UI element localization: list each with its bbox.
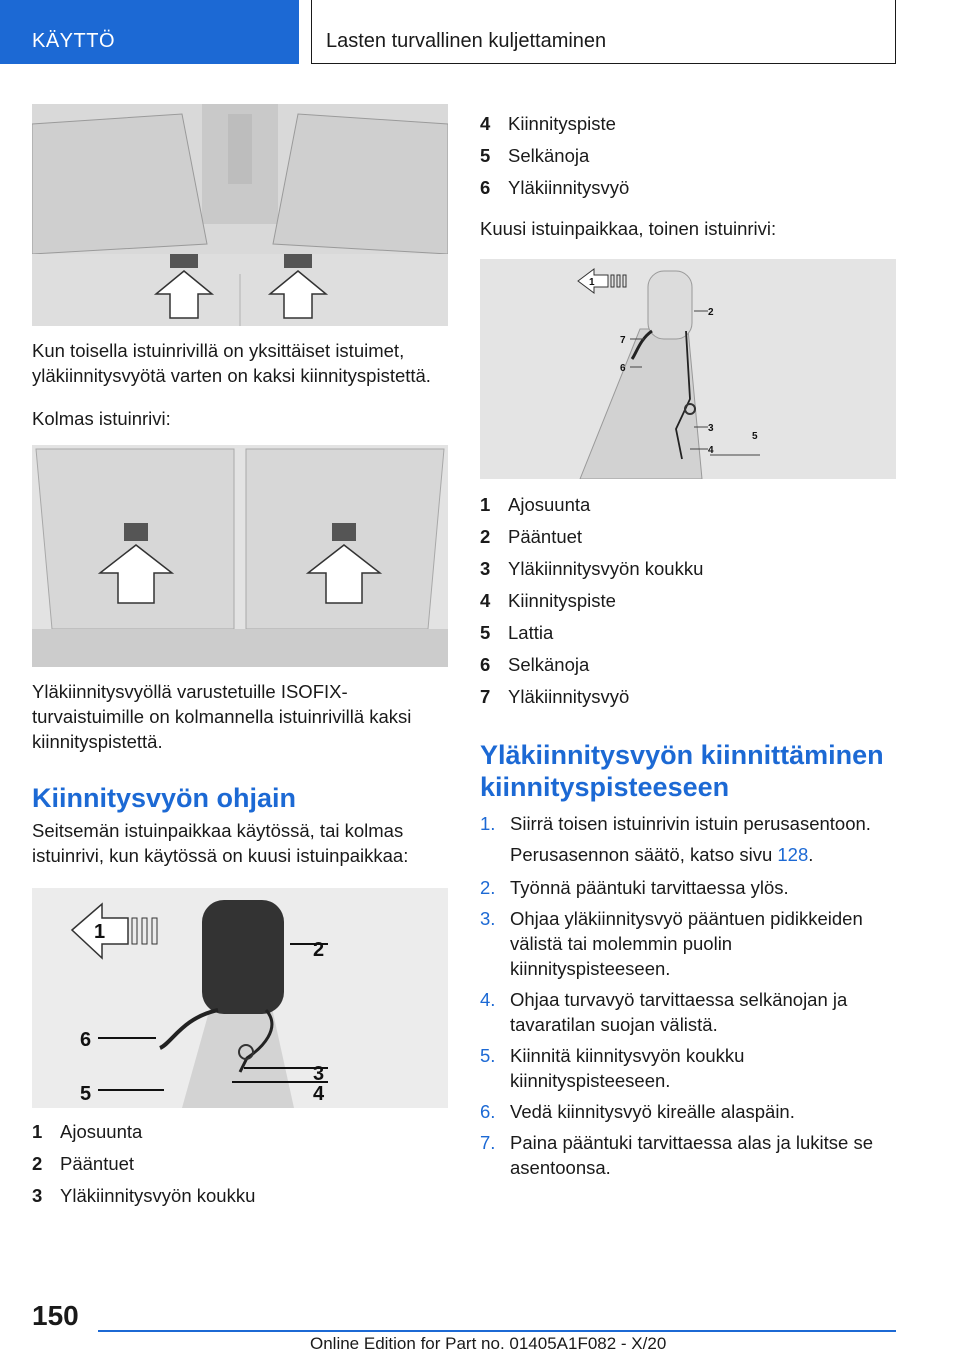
legend-item: 6 Selkänoja [480, 654, 590, 675]
legend-item: 4 Kiinnityspiste [480, 113, 616, 134]
page-number: 150 [32, 1300, 79, 1331]
legend-item: 5 Lattia [480, 622, 554, 643]
legend-right [480, 489, 896, 713]
paragraph-six-seats: Kuusi istuinpaikkaa, toinen istuinrivi: [480, 218, 777, 239]
right-column [480, 104, 896, 1186]
left-column [32, 104, 448, 1212]
paragraph-third-row-label: Kolmas istuinrivi: [32, 408, 171, 429]
six-seats-label-5: 5 [752, 431, 758, 442]
belt-guide-label-4: 4 [313, 1083, 325, 1105]
step-item: 7. Paina pääntuki tarvittaessa alas ja lukitse se asentoonsa. [480, 1132, 874, 1178]
steps-list-continued [480, 875, 896, 1180]
six-seats-image [480, 259, 896, 479]
legend-item: 3 Yläkiinnitysvyön koukku [32, 1185, 256, 1206]
legend-item: 6 Yläkiinnitysvyö [480, 177, 630, 198]
belt-guide-label-3: 3 [313, 1063, 325, 1085]
paragraph-second-row: Kun toisella istuinrivillä on yksittäiset istuimet, yläkiinnitysvyötä varten on kaksi kiinnityspistettä. [32, 340, 431, 386]
step-item: 3. Ohjaa yläkiinnitysvyö pääntuen pidikkeiden välistä tai molemmin puolin kiinnityspisteeseen. [480, 908, 863, 979]
belt-guide-label-5: 5 [80, 1083, 92, 1105]
belt-guide-label-1: 1 [94, 921, 106, 943]
chapter-title: Lasten turvallinen kuljettaminen [311, 0, 896, 64]
page-link-128[interactable]: 128 [777, 844, 809, 865]
legend-left [32, 1116, 448, 1212]
footer-edition: Online Edition for Part no. 01405A1F082 - X/20 [310, 1334, 667, 1353]
seat-anchors-image [32, 104, 448, 326]
figure-six-seats [480, 259, 896, 479]
step-1-note: Perusasennon säätö, katso sivu 128. [510, 844, 814, 865]
legend-item: 4 Kiinnityspiste [480, 590, 616, 611]
step-item: 5. Kiinnitä kiinnitysvyön koukku kiinnityspisteeseen. [480, 1045, 745, 1091]
six-seats-label-2: 2 [708, 307, 714, 318]
legend-item: 3 Yläkiinnitysvyön koukku [480, 558, 704, 579]
six-seats-label-4: 4 [708, 445, 714, 456]
figure-second-row-anchors [32, 104, 448, 326]
belt-guide-image [32, 888, 448, 1108]
section-tab: KÄYTTÖ [0, 0, 299, 64]
paragraph-isofix: Yläkiinnitysvyöllä varustetuille ISOFIX-turvaistuimille on kolmannella istuinrivillä kaksi kiinnityspistettä. [32, 681, 412, 752]
footer-rule [98, 1330, 896, 1332]
third-row-anchors-image [32, 445, 448, 667]
figure-belt-guide [32, 888, 448, 1108]
step-item: 4. Ohjaa turvavyö tarvittaessa selkänojan ja tavaratilan suojan välistä. [480, 989, 848, 1035]
paragraph-seven-seats: Seitsemän istuinpaikkaa käytössä, tai kolmas istuinrivi, kun käytössä on kuusi istuinpaikkaa: [32, 820, 409, 866]
legend-item: 2 Pääntuet [480, 526, 583, 547]
belt-guide-label-6: 6 [80, 1029, 92, 1051]
legend-item: 5 Selkänoja [480, 145, 590, 166]
step-item: 2. Työnnä pääntuki tarvittaessa ylös. [480, 877, 789, 898]
legend-item: 1 Ajosuunta [32, 1121, 143, 1142]
legend-item: 2 Pääntuet [32, 1153, 135, 1174]
step-item: 6. Vedä kiinnitysvyö kireälle alaspäin. [480, 1101, 795, 1122]
six-seats-label-3: 3 [708, 423, 714, 434]
heading-attach-tether: Yläkiinnitysvyön kiinnittäminen kiinnityspisteeseen [480, 740, 884, 802]
legend-item: 7 Yläkiinnitysvyö [480, 686, 630, 707]
six-seats-label-7: 7 [620, 335, 626, 346]
legend-item: 1 Ajosuunta [480, 494, 591, 515]
steps-list [480, 811, 896, 836]
figure-third-row-anchors [32, 445, 448, 667]
six-seats-label-6: 6 [620, 363, 626, 374]
belt-guide-label-2: 2 [313, 939, 325, 961]
step-item: 1. Siirrä toisen istuinrivin istuin perusasentoon. [480, 813, 871, 834]
heading-belt-guide: Kiinnitysvyön ohjain [32, 783, 297, 813]
legend-right-continued [480, 108, 896, 204]
six-seats-label-1: 1 [589, 277, 595, 288]
